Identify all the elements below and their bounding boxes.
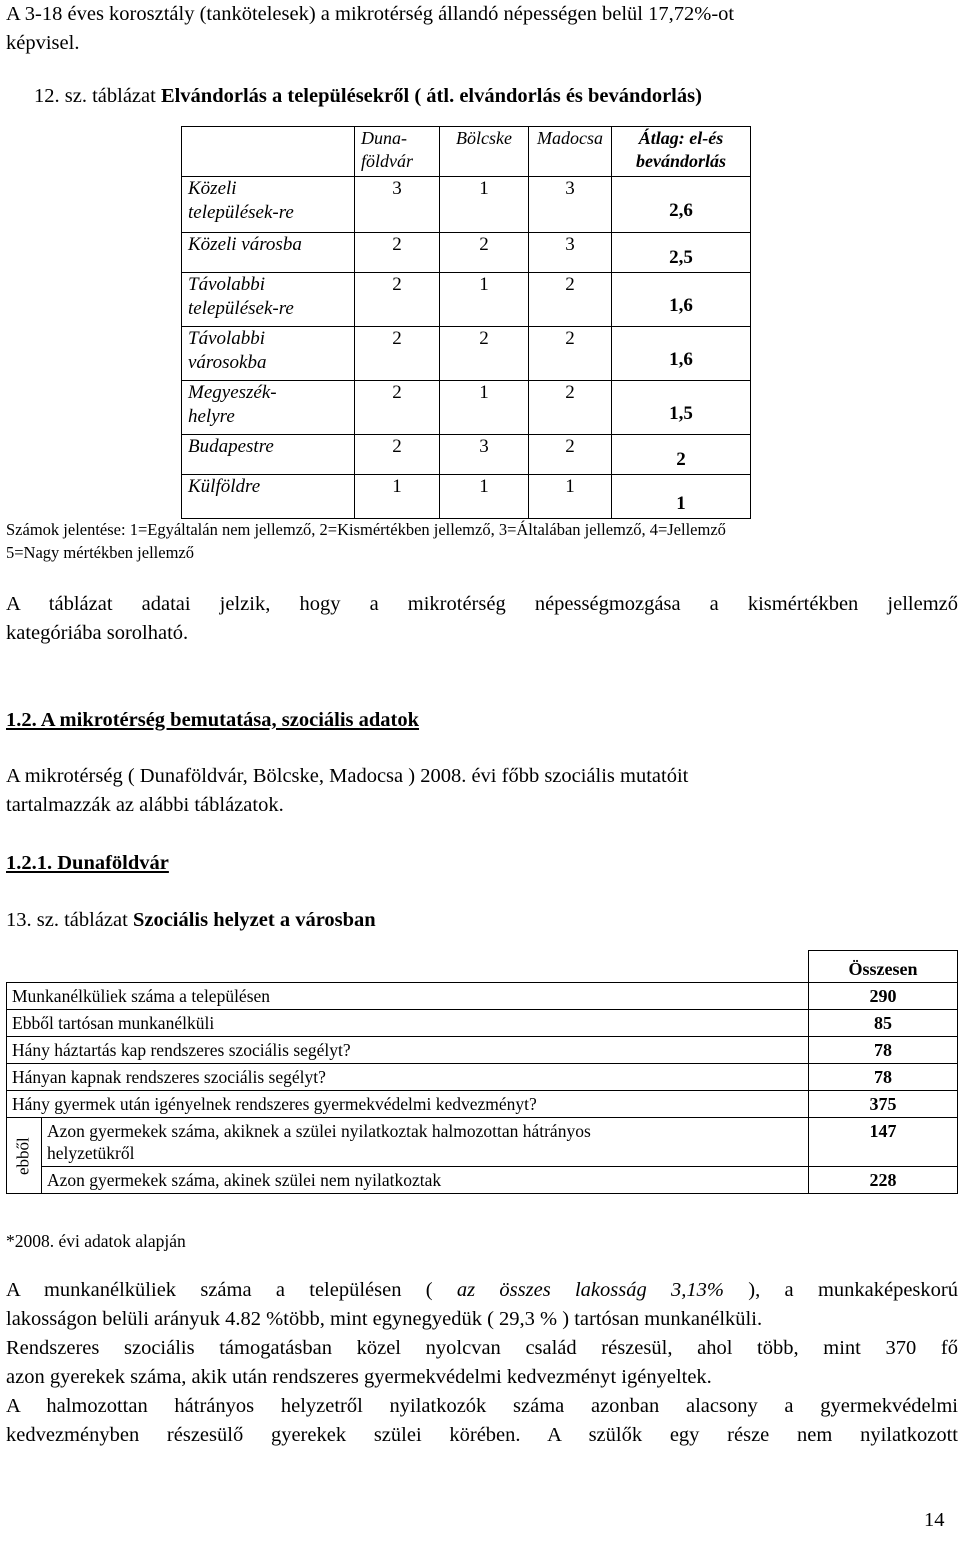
para1-line-2: kategóriába sorolható. [6, 622, 189, 644]
cell-madocsa: 2 [529, 435, 612, 475]
para2-line-1-part-c: ), a munkaképeskorú [724, 1279, 958, 1301]
cell-average: 1,5 [612, 381, 751, 435]
group-label-ebbol: ebből [7, 1118, 42, 1194]
table-row [7, 1037, 958, 1064]
row-label: Budapestre [182, 435, 355, 475]
row-value: 147 [809, 1118, 958, 1167]
legend-line-1: Számok jelentése: 1=Egyáltalán nem jellemző, 2=Kismértékben jellemző, 3=Általában jellemző, 4=Jellemző [6, 520, 726, 539]
cell-bolcske: 3 [440, 435, 529, 475]
row-label: Megyeszék- helyre [182, 381, 355, 435]
table-row [7, 1118, 958, 1167]
cell-madocsa: 3 [529, 233, 612, 273]
corner-cell [182, 127, 355, 177]
row-label: Azon gyermekek száma, akinek szülei nem nyilatkoztak [42, 1167, 809, 1194]
cell-dunafoldvar: 2 [355, 233, 440, 273]
row-value: 290 [809, 983, 958, 1010]
cell-average: 1,6 [612, 273, 751, 327]
intro-line-2: képvisel. [6, 32, 80, 54]
cell-bolcske: 2 [440, 327, 529, 381]
para2-line-4: azon gyerekek száma, akik után rendszeres gyermekvédelmi kedvezményt igényeltek. [6, 1366, 712, 1388]
header-dunafoldvar-line2: földvár [361, 151, 413, 171]
cell-madocsa: 2 [529, 273, 612, 327]
table13-footnote: *2008. évi adatok alapján [6, 1231, 186, 1251]
para2-line-1 [6, 1276, 958, 1305]
para2-line-2: lakosságon belüli arányuk 4.82 %több, mint egynegyedük ( 29,3 % ) tartósan munkanélküli. [6, 1308, 763, 1330]
row-label: Hányan kapnak rendszeres szociális segélyt? [7, 1064, 809, 1091]
table-row [7, 1010, 958, 1037]
para2-line-5: A halmozottan hátrányos helyzetről nyilatkozók száma azonban alacsony a gyermekvédelmi [6, 1395, 958, 1417]
intro-line-1: A 3-18 éves korosztály (tankötelesek) a mikrotérség állandó népességen belül 17,72%-ot [6, 3, 735, 25]
header-bolcske: Bölcske [440, 127, 529, 177]
cell-bolcske: 2 [440, 233, 529, 273]
row-label: Távolabbi városokba [182, 327, 355, 381]
cell-madocsa: 2 [529, 381, 612, 435]
table12-caption-title: Elvándorlás a településekről ( átl. elvándorlás és bevándorlás) [160, 85, 702, 107]
table-row [182, 177, 751, 233]
cell-bolcske: 1 [440, 273, 529, 327]
cell-madocsa: 3 [529, 177, 612, 233]
header-average-line1: Átlag: el-és [638, 128, 724, 148]
row-label: Munkanélküliek száma a településen [7, 983, 809, 1010]
cell-average: 1,6 [612, 327, 751, 381]
table-row [7, 1167, 958, 1194]
table-row [7, 1091, 958, 1118]
row-label: Távolabbi települések-re [182, 273, 355, 327]
row-label: Hány gyermek után igényelnek rendszeres gyermekvédelmi kedvezményt? [7, 1091, 809, 1118]
cell-bolcske: 1 [440, 381, 529, 435]
row-label: Hány háztartás kap rendszeres szociális segélyt? [7, 1037, 809, 1064]
cell-dunafoldvar: 3 [355, 177, 440, 233]
page-number: 14 [924, 1509, 945, 1531]
para2-line-3: Rendszeres szociális támogatásban közel nyolcvan család részesül, ahol több, mint 370 fő [6, 1337, 958, 1359]
header-total: Összesen [809, 951, 958, 983]
header-average [612, 127, 751, 177]
table-row [7, 1064, 958, 1091]
table12-caption [34, 82, 702, 111]
para2-line-6: kedvezményben részesülő gyerekek szülei körében. A szülők egy része nem nyilatkozott [6, 1424, 958, 1446]
migration-table [181, 126, 751, 519]
cell-dunafoldvar: 2 [355, 435, 440, 475]
empty-header-cell [7, 951, 809, 983]
section-text-line-2: tartalmazzák az alábbi táblázatok. [6, 794, 284, 816]
row-value: 78 [809, 1037, 958, 1064]
row-value: 78 [809, 1064, 958, 1091]
row-label: Közeli városba [182, 233, 355, 273]
table13-caption [6, 906, 376, 935]
row-label [42, 1118, 809, 1167]
cell-dunafoldvar: 2 [355, 327, 440, 381]
table-row [182, 273, 751, 327]
header-madocsa: Madocsa [529, 127, 612, 177]
social-table [6, 950, 958, 1194]
table-row [182, 435, 751, 475]
cell-bolcske: 1 [440, 177, 529, 233]
table13-caption-title: Szociális helyzet a városban [132, 909, 376, 931]
table-row [182, 327, 751, 381]
cell-average: 2,5 [612, 233, 751, 273]
row-value: 85 [809, 1010, 958, 1037]
cell-dunafoldvar: 1 [355, 475, 440, 519]
table-row [182, 475, 751, 519]
para1-line-1: A táblázat adatai jelzik, hogy a mikrotérség népességmozgása a kismértékben jellemző [6, 593, 958, 615]
cell-dunafoldvar: 2 [355, 381, 440, 435]
cell-madocsa: 2 [529, 327, 612, 381]
cell-average: 2,6 [612, 177, 751, 233]
table-row [182, 233, 751, 273]
row-label: Közeli települések-re [182, 177, 355, 233]
row-value: 375 [809, 1091, 958, 1118]
table-row [7, 983, 958, 1010]
header-average-line2: bevándorlás [636, 151, 726, 171]
legend-line-2: 5=Nagy mértékben jellemző [6, 543, 194, 562]
row-value: 228 [809, 1167, 958, 1194]
para2-line-1-part-b: az összes lakosság 3,13% [456, 1279, 724, 1301]
header-dunafoldvar [355, 127, 440, 177]
table12-legend [6, 518, 726, 564]
table12-caption-prefix: 12. sz. táblázat [34, 85, 161, 107]
cell-average: 1 [612, 475, 751, 519]
cell-average: 2 [612, 435, 751, 475]
cell-bolcske: 1 [440, 475, 529, 519]
cell-dunafoldvar: 2 [355, 273, 440, 327]
table-header-row [182, 127, 751, 177]
row-label: Ebből tartósan munkanélküli [7, 1010, 809, 1037]
section-heading: 1.2. A mikrotérség bemutatása, szociális adatok [6, 709, 420, 731]
table-row [182, 381, 751, 435]
cell-madocsa: 1 [529, 475, 612, 519]
section-text-line-1: A mikrotérség ( Dunaföldvár, Bölcske, Madocsa ) 2008. évi főbb szociális mutatóit [6, 765, 689, 787]
table-header-row [7, 951, 958, 983]
para2-line-1-part-a: A munkanélküliek száma a településen ( [6, 1279, 457, 1301]
subsection-heading: 1.2.1. Dunaföldvár [6, 852, 169, 874]
table13-caption-prefix: 13. sz. táblázat [6, 909, 133, 931]
row-label-line2: helyzetükről [47, 1143, 135, 1163]
row-label-line1: Azon gyermekek száma, akiknek a szülei nyilatkoztak halmozottan hátrányos [47, 1121, 591, 1141]
row-label: Külföldre [182, 475, 355, 519]
header-dunafoldvar-line1: Duna- [361, 128, 407, 148]
